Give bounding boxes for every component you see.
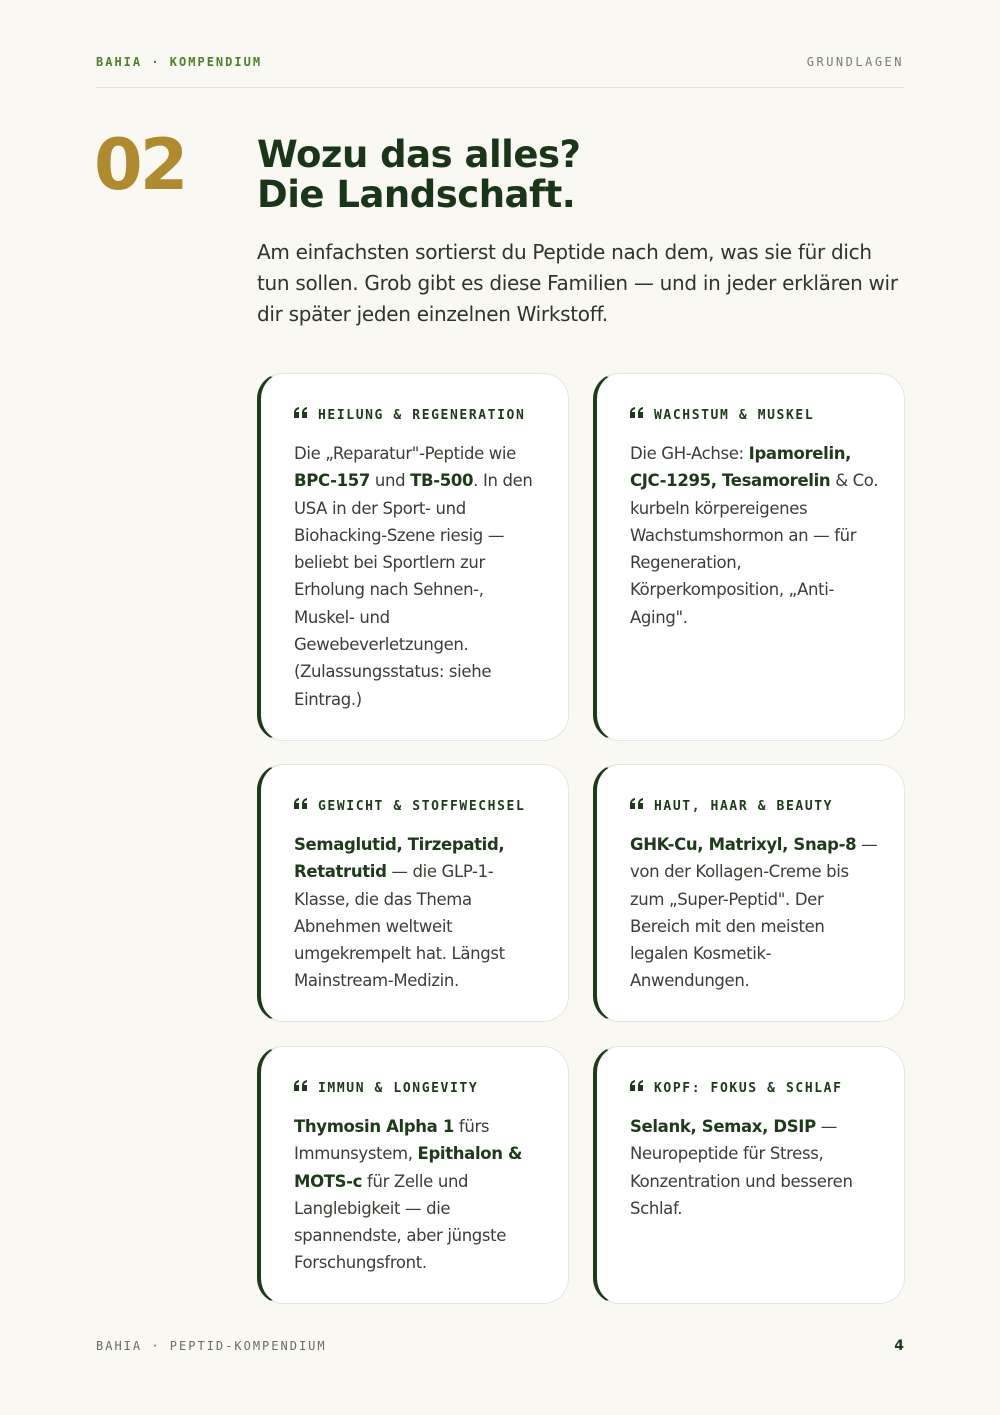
quote-icon: [294, 798, 308, 810]
body-text: & Co. kurbeln körpereigenes Wachstumshormon an — für Regeneration, Körperkomposition, „Anti-Aging".: [630, 471, 879, 627]
body-text: Die „Reparatur"-Peptide wie: [294, 444, 516, 463]
card-header: [294, 405, 548, 425]
header-section-label: GRUNDLAGEN: [806, 55, 904, 69]
card-body: [294, 1113, 548, 1277]
peptide-name: BPC-157: [294, 471, 370, 491]
peptide-name: Epithalon & MOTS-c: [294, 1144, 523, 1191]
category-card-haut: [593, 764, 905, 1022]
header-divider: [96, 87, 904, 88]
page-number: 4: [894, 1338, 904, 1354]
quote-icon: [630, 798, 644, 810]
card-title: IMMUN & LONGEVITY: [318, 1080, 479, 1096]
card-body: [294, 440, 548, 713]
category-card-heilung: [257, 373, 569, 741]
card-title: KOPF: FOKUS & SCHLAF: [654, 1080, 843, 1096]
category-card-gewicht: [257, 764, 569, 1022]
card-header: [294, 796, 548, 816]
quote-icon: [294, 1080, 308, 1092]
card-body: [630, 1113, 884, 1222]
peptide-name: GHK-Cu, Matrixyl, Snap-8: [630, 835, 857, 854]
body-text: für Zelle und Langlebigkeit — die spannendste, aber jüngste Forschungsfront.: [294, 1171, 507, 1273]
peptide-name: Thymosin Alpha 1: [294, 1117, 454, 1136]
category-card-kopf: [593, 1046, 905, 1304]
peptide-name: TB-500: [410, 471, 474, 491]
chapter-number: 02: [94, 124, 186, 206]
peptide-name: Ipamorelin, CJC-1295, Tesamorelin: [630, 444, 852, 491]
page-header: [96, 54, 904, 70]
card-body: [294, 831, 548, 995]
peptide-name: Semaglutid, Tirzepatid, Retatrutid: [294, 835, 505, 882]
quote-icon: [630, 407, 644, 419]
card-header: [294, 1078, 548, 1098]
body-text: fürs Immunsystem,: [294, 1117, 490, 1164]
card-header: [630, 405, 884, 425]
body-text: und: [370, 471, 411, 491]
card-header: [630, 1078, 884, 1098]
body-text: Die GH-Achse:: [630, 444, 749, 463]
intro-paragraph: Am einfachsten sortierst du Peptide nach dem, was sie für dich tun sollen. Grob gibt es diese Familien — und in jeder erklären wir dir später jeden einzelnen Wirkstoff.: [257, 240, 898, 326]
body-text: — Neuropeptide für Stress, Konzentration und besseren Schlaf.: [630, 1117, 853, 1218]
category-card-wachstum: [593, 373, 905, 741]
card-title: WACHSTUM & MUSKEL: [654, 407, 815, 423]
card-title: HEILUNG & REGENERATION: [318, 407, 526, 423]
category-card-immun: [257, 1046, 569, 1304]
header-brand: BAHIA · KOMPENDIUM: [96, 55, 263, 69]
peptide-name: Selank, Semax, DSIP: [630, 1117, 816, 1136]
card-body: [630, 831, 884, 995]
card-header: [630, 796, 884, 816]
body-text: . In den USA in der Sport- und Biohacking-Szene riesig — beliebt bei Sportlern zur Erholung nach Sehnen-, Muskel- und Gewebeverletzungen. (Zulassungsstatus: siehe Eintrag.): [294, 471, 533, 709]
page-title-line-2: Die Landschaft.: [257, 173, 576, 216]
body-text: — die GLP-1-Klasse, die das Thema Abnehmen weltweit umgekrempelt hat. Längst Mainstream-Medizin.: [294, 862, 505, 991]
quote-icon: [630, 1080, 644, 1092]
card-title: GEWICHT & STOFFWECHSEL: [318, 798, 526, 814]
card-body: [630, 440, 884, 631]
body-text: — von der Kollagen-Creme bis zum „Super-Peptid". Der Bereich mit den meisten legalen Kosmetik-Anwendungen.: [630, 835, 878, 991]
page-title: [257, 135, 897, 215]
card-title: HAUT, HAAR & BEAUTY: [654, 798, 834, 814]
footer-brand: BAHIA · PEPTID-KOMPENDIUM: [96, 1339, 327, 1353]
page-footer: [96, 1338, 904, 1354]
page-title-line-1: Wozu das alles?: [257, 133, 581, 176]
quote-icon: [294, 407, 308, 419]
